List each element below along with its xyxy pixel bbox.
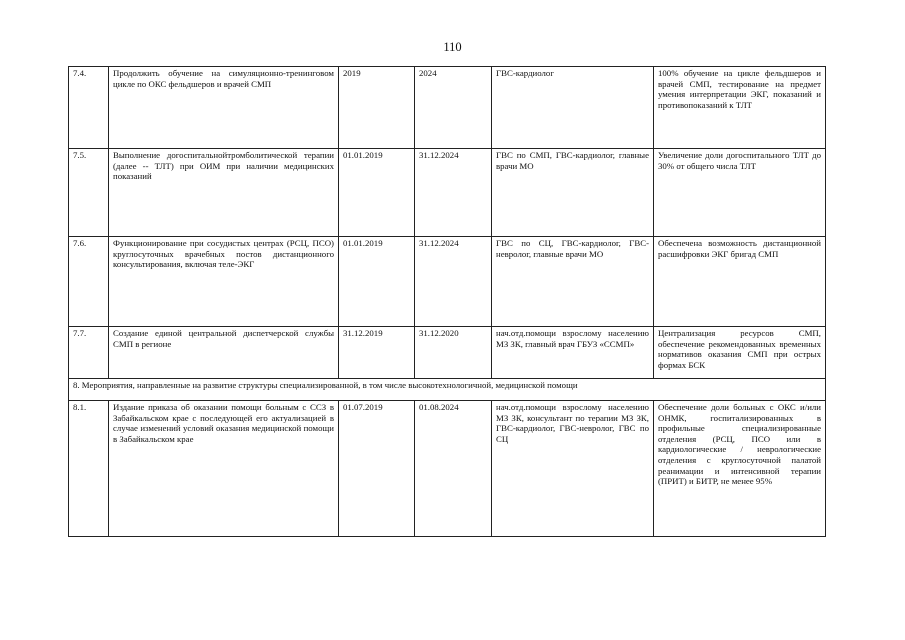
responsible: ГВС по СМП, ГВС-кардиолог, главные врачи МО [492, 149, 654, 237]
row-number: 8.1. [69, 401, 109, 537]
row-number: 7.6. [69, 237, 109, 327]
result: Обеспечение доли больных с ОКС и/или ОНМК, госпитализированных в профильные специализированные отделения (РСЦ, ПСО или в кардиологические / неврологические отделения с круглосуточной палатой реанимации и интенсивной терапии (ПРИТ) и БИТР, не менее 95% [654, 401, 826, 537]
responsible: нач.отд.помощи взрослому населению МЗ ЗК, главный врач ГБУЗ «ССМП» [492, 327, 654, 379]
end-date: 31.12.2024 [415, 149, 492, 237]
end-date: 01.08.2024 [415, 401, 492, 537]
row-number: 7.5. [69, 149, 109, 237]
table-row [69, 149, 826, 237]
row-number: 7.4. [69, 67, 109, 149]
result: Обеспечена возможность дистанционной расшифровки ЭКГ бригад СМП [654, 237, 826, 327]
measure-name: Выполнение догоспитальнойтромболитической терапии (далее -- ТЛТ) при ОИМ при наличии медицинских показаний [109, 149, 339, 237]
measure-name: Издание приказа об оказании помощи больным с ССЗ в Забайкальском крае с последующей его актуализацией в случае изменений условий оказания медицинской помощи в Забайкальском крае [109, 401, 339, 537]
measure-name: Функционирование при сосудистых центрах (РСЦ, ПСО) круглосуточных врачебных постов дистанционного консультирования, включая теле-ЭКГ [109, 237, 339, 327]
section-8-title: 8. Мероприятия, направленные на развитие структуры специализированной, в том числе высокотехнологичной, медицинской помощи [69, 379, 826, 401]
end-date: 31.12.2024 [415, 237, 492, 327]
table-row [69, 401, 826, 537]
start-date: 01.01.2019 [339, 237, 415, 327]
table-row [69, 237, 826, 327]
start-date: 2019 [339, 67, 415, 149]
measure-name: Создание единой центральной диспетчерской службы СМП в регионе [109, 327, 339, 379]
start-date: 01.01.2019 [339, 149, 415, 237]
measure-name: Продолжить обучение на симуляционно-тренинговом цикле по ОКС фельдшеров и врачей СМП [109, 67, 339, 149]
table-row [69, 67, 826, 149]
result: 100% обучение на цикле фельдшеров и врачей СМП, тестирование на предмет умения интерпретации ЭКГ, показаний и противопоказаний к ТЛТ [654, 67, 826, 149]
measures-table [68, 66, 826, 537]
responsible: ГВС по СЦ, ГВС-кардиолог, ГВС-невролог, главные врачи МО [492, 237, 654, 327]
end-date: 31.12.2020 [415, 327, 492, 379]
page-number: 110 [443, 40, 462, 54]
table-row [69, 327, 826, 379]
result: Увеличение доли догоспитального ТЛТ до 30% от общего числа ТЛТ [654, 149, 826, 237]
start-date: 01.07.2019 [339, 401, 415, 537]
responsible: ГВС-кардиолог [492, 67, 654, 149]
responsible: нач.отд.помощи взрослому населению МЗ ЗК, консультант по терапии МЗ ЗК, ГВС-кардиолог, ГВС-невролог, ГВС по СЦ [492, 401, 654, 537]
end-date: 2024 [415, 67, 492, 149]
result: Централизация ресурсов СМП, обеспечение рекомендованных временных нормативов оказания СМП при острых формах БСК [654, 327, 826, 379]
row-number: 7.7. [69, 327, 109, 379]
section-header-row [69, 379, 826, 401]
start-date: 31.12.2019 [339, 327, 415, 379]
